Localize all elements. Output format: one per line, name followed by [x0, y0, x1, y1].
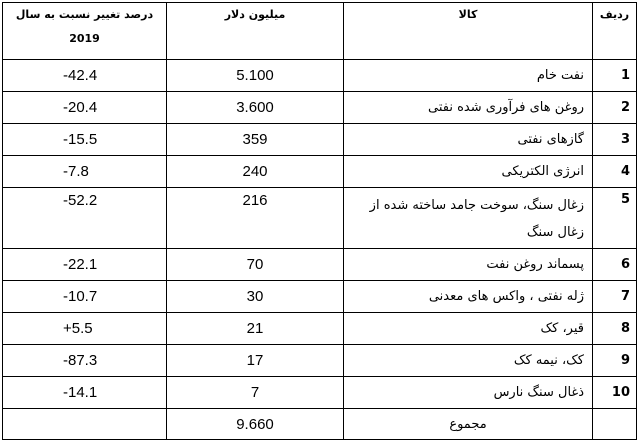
total-index-cell: [593, 409, 637, 440]
row-index: 5: [593, 188, 637, 249]
header-row: [3, 3, 637, 60]
row-item: پسماند روغن نفت: [344, 249, 593, 281]
row-index: 8: [593, 313, 637, 345]
table-row: [3, 345, 637, 377]
row-value: 17: [167, 345, 344, 377]
table-row: [3, 249, 637, 281]
row-index: 4: [593, 156, 637, 188]
total-change: [3, 409, 167, 440]
row-change: +5.5: [3, 313, 167, 345]
row-change: -20.4: [3, 92, 167, 124]
row-value: 30: [167, 281, 344, 313]
commodity-table: [2, 2, 637, 440]
commodity-table-wrapper: [2, 2, 636, 436]
header-value: میلیون دلار: [167, 3, 344, 60]
row-item: زغال سنگ، سوخت جامد ساخته شده از زغال سنگ: [344, 188, 593, 249]
row-change: -14.1: [3, 377, 167, 409]
row-item: نفت خام: [344, 60, 593, 92]
row-index: 3: [593, 124, 637, 156]
row-index: 2: [593, 92, 637, 124]
row-change: -42.4: [3, 60, 167, 92]
row-item: گازهای نفتی: [344, 124, 593, 156]
row-change: -10.7: [3, 281, 167, 313]
row-value: 7: [167, 377, 344, 409]
row-change: -52.2: [3, 188, 167, 249]
row-change: -15.5: [3, 124, 167, 156]
row-value: 70: [167, 249, 344, 281]
header-item: کالا: [344, 3, 593, 60]
row-index: 7: [593, 281, 637, 313]
row-item: انرژی الکتریکی: [344, 156, 593, 188]
table-row: [3, 377, 637, 409]
header-index: ردیف: [593, 3, 637, 60]
row-change: -87.3: [3, 345, 167, 377]
table-row: [3, 188, 637, 249]
table-row: [3, 281, 637, 313]
table-row: [3, 92, 637, 124]
row-value: 359: [167, 124, 344, 156]
row-item: ژله نفتی ، واکس های معدنی: [344, 281, 593, 313]
row-change: -22.1: [3, 249, 167, 281]
total-label: مجموع: [344, 409, 593, 440]
row-value: 5.100: [167, 60, 344, 92]
table-row: [3, 124, 637, 156]
table-row: [3, 313, 637, 345]
total-value: 9.660: [167, 409, 344, 440]
table-row: [3, 60, 637, 92]
row-value: 216: [167, 188, 344, 249]
row-item: روغن های فرآوری شده نفتی: [344, 92, 593, 124]
header-change: درصد تغییر نسبت به سال 2019: [3, 3, 167, 60]
row-change: -7.8: [3, 156, 167, 188]
row-item: کک، نیمه کک: [344, 345, 593, 377]
row-index: 9: [593, 345, 637, 377]
row-item: ذغال سنگ نارس: [344, 377, 593, 409]
row-index: 10: [593, 377, 637, 409]
row-index: 1: [593, 60, 637, 92]
row-value: 240: [167, 156, 344, 188]
table-row: [3, 156, 637, 188]
row-value: 21: [167, 313, 344, 345]
row-index: 6: [593, 249, 637, 281]
row-value: 3.600: [167, 92, 344, 124]
row-item: قیر، کک: [344, 313, 593, 345]
total-row: [3, 409, 637, 440]
